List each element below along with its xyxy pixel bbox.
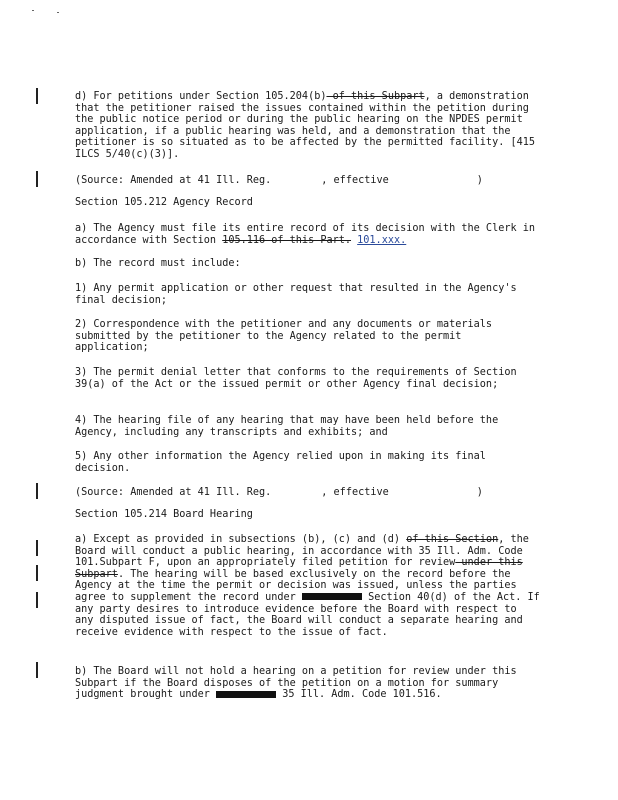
list-item-3: 3) The permit denial letter that conforms to the requirements of Section 39(a) of the Act or the issued permit or other Agency final decision;	[75, 367, 517, 390]
para-text: . The hearing will be based exclusively on the record before the Agency at the time the permit or decision was issued, unless the parties agree to supplement the record under	[75, 568, 517, 603]
effective-text: , effective	[321, 175, 389, 186]
list-item-2: 2) Correspondence with the petitioner and any documents or materials submitted by the petitioner to the Agency related to the permit application;	[75, 319, 493, 354]
change-bar	[36, 540, 38, 556]
paragraph-a-agency-record	[75, 223, 541, 246]
para-text: , a demonstration that the petitioner raised the issues contained within the petition during the public notice period or during the public hearing on the NPDES permit application, if a public hearing was held, and a demonstration that the petitioner is so situated as to be affected by the permitted facility. [415 ILCS 5/40(c)(3)].	[75, 91, 536, 160]
struck-text: 105.116 of this Part.	[222, 234, 352, 246]
source-text: (Source: Amended at 41 Ill. Reg.	[75, 487, 272, 498]
inserted-text: 101.xxx.	[357, 234, 407, 246]
source-close: )	[476, 175, 483, 186]
change-bar	[36, 88, 38, 104]
paragraph-d-petitions	[75, 91, 541, 161]
list-item-4: 4) The hearing file of any hearing that may have been held before the Agency, including any transcripts and exhibits; and	[75, 415, 499, 438]
paragraph-b-board-hearing	[75, 666, 541, 701]
effective-text: , effective	[321, 487, 389, 498]
change-bar	[36, 483, 38, 499]
change-bar	[36, 662, 38, 678]
change-bar	[36, 565, 38, 581]
section-heading-105-212: Section 105.212 Agency Record	[75, 197, 253, 208]
list-item-5: 5) Any other information the Agency relied upon in making its final decision.	[75, 451, 486, 474]
change-bar	[36, 592, 38, 608]
scan-speck	[32, 10, 34, 11]
para-text: a) Except as provided in subsections (b), (c) and (d)	[75, 534, 407, 545]
scan-speck	[57, 12, 59, 13]
para-text: Section 40(d) of the Act. If any party desires to introduce evidence before the Board with respect to any disputed issue of fact, the Board will conduct a separate hearing and receive evidence with respect to the issue of fact.	[75, 591, 540, 638]
redaction-mark	[302, 593, 362, 600]
struck-text: of this Subpart	[326, 91, 425, 102]
para-text: d) For petitions under Section 105.204(b)	[75, 91, 327, 102]
redaction-mark	[216, 691, 276, 698]
section-heading-105-214: Section 105.214 Board Hearing	[75, 509, 253, 520]
para-text: b) The Board will not hold a hearing on a petition for review under this Subpart if the Board disposes of the petition on a motion for summary judgment brought under	[75, 666, 517, 701]
para-text: 35 Ill. Adm. Code 101.516.	[276, 689, 442, 701]
list-item-1: 1) Any permit application or other request that resulted in the Agency's final decision;	[75, 283, 517, 306]
change-bar	[36, 171, 38, 187]
source-note-2	[75, 487, 541, 499]
paragraph-a-board-hearing	[75, 534, 541, 638]
paragraph-b-record-includes: b) The record must include:	[75, 258, 241, 269]
struck-text: under this Subpart	[75, 557, 523, 580]
source-note-1	[75, 175, 541, 187]
source-text: (Source: Amended at 41 Ill. Reg.	[75, 175, 272, 186]
struck-text: of this Section	[406, 534, 499, 545]
para-text: , the Board will conduct a public hearing, in accordance with 35 Ill. Adm. Code 101.Subpart F, upon an appropriately filed petition for review	[75, 534, 529, 569]
para-text: a) The Agency must file its entire record of its decision with the Clerk in accordance with Section	[75, 223, 536, 246]
source-close: )	[476, 487, 483, 498]
